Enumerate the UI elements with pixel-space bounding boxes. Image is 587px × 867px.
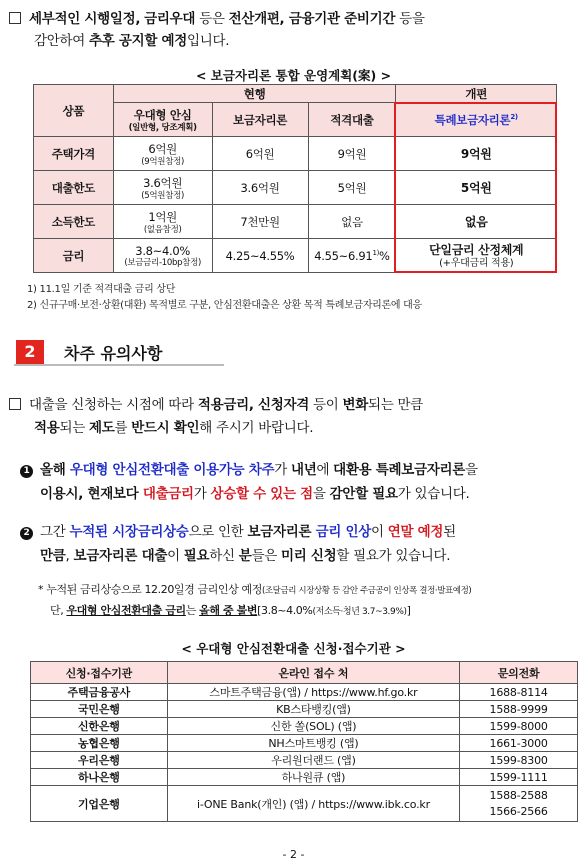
- main-text-k: 해 주시기 바랍니다.: [199, 420, 314, 436]
- b1-c: 가: [274, 462, 291, 478]
- cell-anshim: [113, 137, 212, 171]
- online-cell: 하나원큐 (앱): [167, 769, 460, 786]
- b1-l: 상승할 수 있는 점: [210, 486, 313, 502]
- cell-anshim-value: 1억원: [148, 209, 177, 224]
- b1-h: 이용시,: [40, 486, 88, 502]
- col-anshim-header: [113, 103, 212, 137]
- online-cell: 우리원더랜드 (앱): [167, 752, 460, 769]
- row-label: 소득한도: [34, 205, 114, 239]
- b1-e: 에: [316, 462, 334, 478]
- b2-m: 필요: [183, 548, 210, 564]
- row-label: 금리: [34, 239, 114, 273]
- phone-line-1: 1588-2588: [489, 788, 548, 802]
- table-row: [31, 735, 578, 752]
- b2-o: 분: [238, 548, 252, 564]
- section-number: 2: [16, 340, 44, 364]
- cell-special-value: 단일금리 산정체계: [429, 243, 524, 257]
- b2-j: ,: [65, 548, 74, 564]
- phone-cell: 1661-3000: [460, 735, 578, 752]
- cell-special: 없음: [396, 205, 557, 239]
- main-text-g: 되는: [59, 420, 89, 436]
- page-number: - 2 -: [282, 848, 305, 861]
- main-bold-h: 제도: [88, 420, 115, 436]
- b2-r: 할 필요가 있습니다.: [336, 548, 451, 564]
- cell-anshim-value: 3.8~4.0%: [135, 243, 191, 258]
- cell-jeokgyeok: 5억원: [308, 171, 396, 205]
- group-current-header: 현행: [113, 85, 396, 103]
- phone-cell: 1599-8000: [460, 718, 578, 735]
- b1-f: 대환용 특례보금자리론: [333, 462, 465, 478]
- main-paragraph: [9, 394, 579, 440]
- phone-cell: 1688-8114: [460, 684, 578, 701]
- phone-line-2: 1566-2566: [489, 804, 548, 818]
- plan-table-caption: < 보금자리론 통합 운영계획(案) >: [195, 68, 392, 83]
- circled-number-icon: 1: [20, 465, 33, 478]
- phone-cell: 1588-9999: [460, 701, 578, 718]
- cell-special-sub: (+우대금리 적용): [439, 258, 514, 269]
- b2-b: 누적된 시장금리상승: [69, 524, 189, 540]
- table-row: [31, 752, 578, 769]
- cell-anshim-sub: (보금금리-10bp참정): [124, 257, 202, 268]
- section-title: 차주 유의사항: [64, 344, 163, 363]
- b2-k: 보금자리론 대출: [73, 548, 168, 564]
- bullet-2: [20, 520, 580, 568]
- footnote-f: 올해 중 불변: [199, 604, 258, 617]
- plan-note-2: 2) 신규구매·보전·상환(대환) 목적별로 구분, 안심전환대출은 상환 목적 특례보금자리론에 대응: [27, 300, 422, 311]
- phone-cell: 1599-8300: [460, 752, 578, 769]
- intro-bold-2: 금리우대: [144, 11, 196, 27]
- checkbox-square-icon: [9, 12, 21, 24]
- b2-q: 미리 신청: [281, 548, 337, 564]
- agency-cell: 주택금융공사: [31, 684, 168, 701]
- col-anshim-sub: (일반형, 당조계획): [128, 122, 197, 133]
- footnote-e: 는: [185, 604, 200, 617]
- main-text-e: 되는 만큼: [367, 397, 423, 413]
- col-online-header: 온라인 접수 처: [167, 662, 460, 684]
- cell-bogeum: 4.25~4.55%: [212, 239, 308, 273]
- b1-k: 가: [193, 486, 211, 502]
- agency-cell: 하나은행: [31, 769, 168, 786]
- col-jeokgyeok-header: 적격대출: [308, 103, 396, 137]
- agency-cell: 신한은행: [31, 718, 168, 735]
- b2-a: 그간: [40, 524, 70, 540]
- col-phone-header: 문의전화: [460, 662, 578, 684]
- intro-text-8: 입니다.: [186, 33, 230, 49]
- b2-f: 이: [371, 524, 388, 540]
- main-text-i: 를: [114, 420, 132, 436]
- col-product-header: 상품: [34, 85, 114, 137]
- col-special-sup: 2): [510, 112, 518, 121]
- b1-b: 우대형 안심전환대출 이용가능 차주: [69, 462, 275, 478]
- cell-jeokgyeok-value: 4.55~6.91: [314, 248, 373, 263]
- col-special-label: 특례보금자리론: [434, 112, 511, 127]
- b1-n: 감안할 필요: [329, 486, 398, 502]
- agency-cell: 기업은행: [31, 786, 168, 822]
- cell-anshim-value: 3.6억원: [143, 175, 183, 190]
- cell-anshim-value: 6억원: [148, 141, 177, 156]
- online-cell: NH스마트뱅킹 (앱): [167, 735, 460, 752]
- cell-jeokgyeok: [308, 239, 396, 273]
- section-header: [14, 340, 224, 366]
- b2-p: 들은: [251, 548, 281, 564]
- footnote-d: 우대형 안심전환대출 금리: [66, 604, 186, 617]
- row-label: 주택가격: [34, 137, 114, 171]
- cell-anshim: [113, 239, 212, 273]
- table-row: [31, 701, 578, 718]
- intro-text-3: 등은: [195, 11, 229, 27]
- footnote-b: (조달금리 시장상황 등 감안 주금공이 인상폭 결정·발표예정): [261, 586, 472, 596]
- footnote-g: [3.8~4.0%: [257, 604, 313, 617]
- b1-d: 내년: [290, 462, 317, 478]
- b1-o: 가 있습니다.: [397, 486, 470, 502]
- footnote-h: (저소득·청년 3.7~3.9%): [312, 607, 407, 617]
- cell-bogeum: 6억원: [212, 137, 308, 171]
- footnote: [38, 580, 583, 622]
- cell-special: 9억원: [396, 137, 557, 171]
- cell-anshim-sub: (9억원참정): [141, 156, 185, 167]
- checkbox-square-icon: [9, 398, 21, 410]
- b2-e: 금리 인상: [315, 524, 371, 540]
- row-label: 대출한도: [34, 171, 114, 205]
- footnote-i: ]: [406, 604, 411, 617]
- agency-table: [30, 661, 578, 822]
- cell-jeokgyeok-tail: %: [379, 248, 390, 263]
- b2-i: 만큼: [40, 548, 66, 564]
- intro-text-5: 등을: [395, 11, 425, 27]
- b2-n: 하신: [209, 548, 239, 564]
- group-reform-header: 개편: [396, 85, 557, 103]
- footnote-a: 누적된 금리상승으로 12.20일경 금리인상 예정: [46, 583, 262, 596]
- b1-g: 을: [464, 462, 478, 478]
- bullet-1: [20, 458, 580, 506]
- b1-j: 대출금리: [142, 486, 194, 502]
- footnote-c: 단,: [50, 604, 67, 617]
- intro-paragraph: [9, 8, 579, 52]
- cell-anshim: [113, 205, 212, 239]
- col-anshim-label: 우대형 안심: [133, 107, 192, 122]
- footnote-star: *: [38, 583, 44, 596]
- cell-anshim: [113, 171, 212, 205]
- online-cell: i-ONE Bank(개인) (앱) / https://www.ibk.co.kr: [167, 786, 460, 822]
- b2-l: 이: [167, 548, 184, 564]
- b2-d: 보금자리론: [247, 524, 316, 540]
- table-row: [31, 769, 578, 786]
- b2-g: 연말 예정: [387, 524, 444, 540]
- plan-note-1: 1) 11.1일 기준 적격대출 금리 상단: [27, 284, 176, 295]
- main-text-a: 대출을 신청하는 시점에 따라: [29, 397, 198, 413]
- main-bold-b: 적용금리, 신청자격: [197, 397, 310, 413]
- online-cell: 스마트주택금융(앱) / https://www.hf.go.kr: [167, 684, 460, 701]
- agency-cell: 국민은행: [31, 701, 168, 718]
- table-row: [31, 684, 578, 701]
- phone-cell: [460, 786, 578, 822]
- intro-bold-1: 세부적인 시행일정,: [29, 11, 141, 27]
- cell-jeokgyeok: 없음: [308, 205, 396, 239]
- cell-bogeum: 7천만원: [212, 205, 308, 239]
- intro-bold-7: 추후 공지할 예정: [88, 33, 187, 49]
- col-agency-header: 신청·접수기관: [31, 662, 168, 684]
- reform-highlight-frame: [394, 102, 557, 273]
- main-text-c: 등이: [309, 397, 343, 413]
- main-bold-d: 변화: [342, 397, 368, 413]
- b1-a: 올해: [40, 462, 70, 478]
- intro-text-6: 감안하여: [34, 33, 89, 49]
- col-bogeum-header: 보금자리론: [212, 103, 308, 137]
- main-bold-j: 반드시 확인: [131, 420, 200, 436]
- online-cell: 신한 쏠(SOL) (앱): [167, 718, 460, 735]
- table-row: [31, 718, 578, 735]
- cell-anshim-sub: (없음참정): [143, 224, 182, 235]
- agency-table-caption: < 우대형 안심전환대출 신청·접수기관 >: [181, 641, 406, 656]
- agency-cell: 농협은행: [31, 735, 168, 752]
- online-cell: KB스타뱅킹(앱): [167, 701, 460, 718]
- cell-jeokgyeok-sup: 1): [372, 248, 380, 257]
- cell-anshim-sub: (5억원참정): [141, 190, 185, 201]
- intro-bold-4: 전산개편, 금융기관 준비기간: [228, 11, 396, 27]
- b1-m: 을: [312, 486, 330, 502]
- b2-h: 된: [443, 524, 456, 540]
- cell-bogeum: 3.6억원: [212, 171, 308, 205]
- cell-special: 5억원: [396, 171, 557, 205]
- circled-number-icon: 2: [20, 527, 33, 540]
- b2-c: 으로 인한: [188, 524, 248, 540]
- table-row: [31, 786, 578, 822]
- phone-cell: 1599-1111: [460, 769, 578, 786]
- cell-jeokgyeok: 9억원: [308, 137, 396, 171]
- main-bold-f: 적용: [34, 420, 60, 436]
- agency-cell: 우리은행: [31, 752, 168, 769]
- b1-i: 현재보다: [87, 486, 143, 502]
